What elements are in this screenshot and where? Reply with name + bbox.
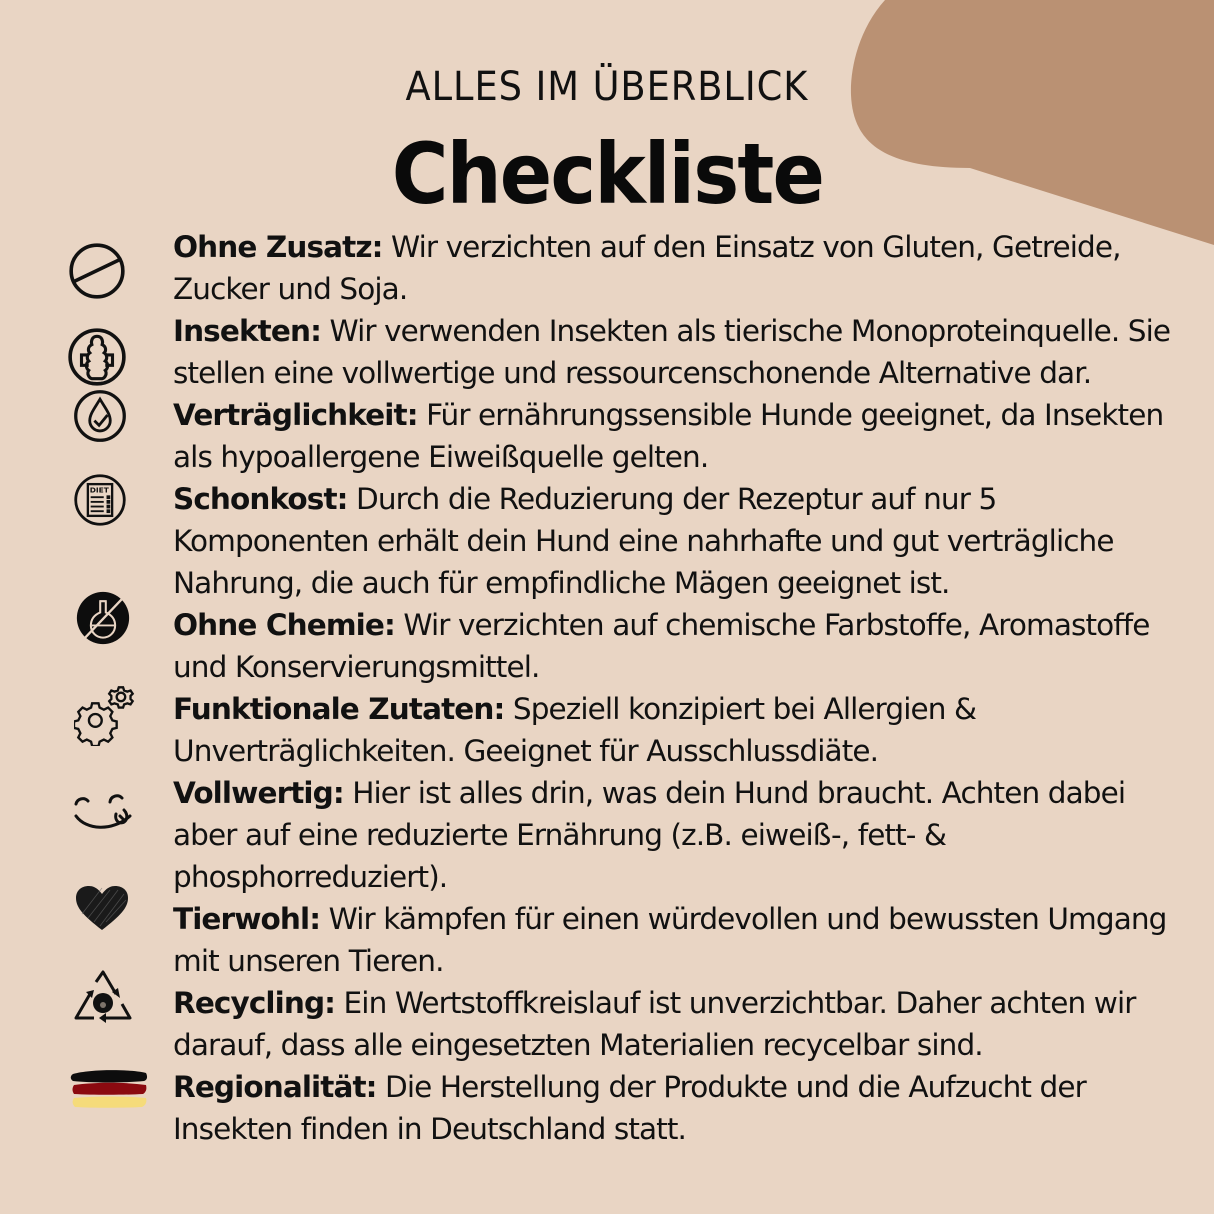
item-label: Tierwohl: (173, 902, 321, 936)
list-item (0, 310, 1214, 394)
item-text: Für ernährungssensible Hunde geeignet, da Insekten als hypoallergene Eiweißquelle gelten. (173, 398, 1164, 474)
subtitle: ALLES IM ÜBERBLICK (405, 64, 809, 110)
list-item (0, 982, 1214, 1066)
gears-icon (74, 682, 138, 746)
item-text: Durch die Reduzierung der Rezeptur auf nur 5 Komponenten erhält dein Hund eine nahrhafte und gut verträgliche Nahrung, die auch für empfindliche Mägen geeignet ist. (173, 482, 1114, 600)
item-label: Insekten: (173, 314, 321, 348)
list-item (0, 394, 1214, 478)
recycling-globe-icon (72, 970, 134, 1028)
item-label: Regionalität: (173, 1070, 377, 1104)
item-label: Recycling: (173, 986, 336, 1020)
heart-icon (74, 884, 130, 932)
item-text: Die Herstellung der Produkte und die Aufzucht der Insekten finden in Deutschland statt. (173, 1070, 1086, 1146)
diet-list-icon (72, 472, 128, 528)
item-text: Wir verzichten auf den Einsatz von Gluten, Getreide, Zucker und Soja. (173, 230, 1121, 306)
list-item (0, 898, 1214, 982)
list-item (0, 1066, 1214, 1150)
item-text: Wir kämpfen für einen würdevollen und bewussten Umgang mit unseren Tieren. (173, 902, 1167, 978)
item-label: Funktionale Zutaten: (173, 692, 505, 726)
item-label: Ohne Chemie: (173, 608, 395, 642)
list-item (0, 478, 1214, 604)
item-label: Verträglichkeit: (173, 398, 418, 432)
item-text: Hier ist alles drin, was dein Hund braucht. Achten dabei aber auf eine reduzierte Ernährung (z.B. eiweiß-, fett- & phosphorreduziert). (173, 776, 1126, 894)
page-title: Checkliste (391, 125, 823, 223)
item-label: Schonkost: (173, 482, 348, 516)
list-item (0, 226, 1214, 310)
checklist (0, 226, 1214, 1150)
no-sign-icon (66, 240, 128, 302)
list-item (0, 688, 1214, 772)
german-flag-icon (70, 1068, 148, 1112)
no-chemicals-flask-icon (75, 590, 131, 646)
item-text: Wir verzichten auf chemische Farbstoffe, Aromastoffe und Konservierungsmittel. (173, 608, 1150, 684)
svg-text:DIET: DIET (89, 485, 109, 495)
yummy-face-icon (72, 786, 136, 838)
item-label: Vollwertig: (173, 776, 344, 810)
insect-larva-icon (66, 326, 128, 388)
item-text: Ein Wertstoffkreislauf ist unverzichtbar. Daher achten wir darauf, dass alle eingesetzten Materialien recycelbar sind. (173, 986, 1136, 1062)
list-item (0, 604, 1214, 688)
item-label: Ohne Zusatz: (173, 230, 383, 264)
header (0, 62, 1214, 223)
item-text: Wir verwenden Insekten als tierische Monoproteinquelle. Sie stellen eine vollwertige und ressourcenschonende Alternative dar. (173, 314, 1171, 390)
drop-check-icon (72, 388, 128, 444)
item-text: Speziell konzipiert bei Allergien & Unverträglichkeiten. Geeignet für Ausschlussdiäte. (173, 692, 977, 768)
list-item (0, 772, 1214, 898)
